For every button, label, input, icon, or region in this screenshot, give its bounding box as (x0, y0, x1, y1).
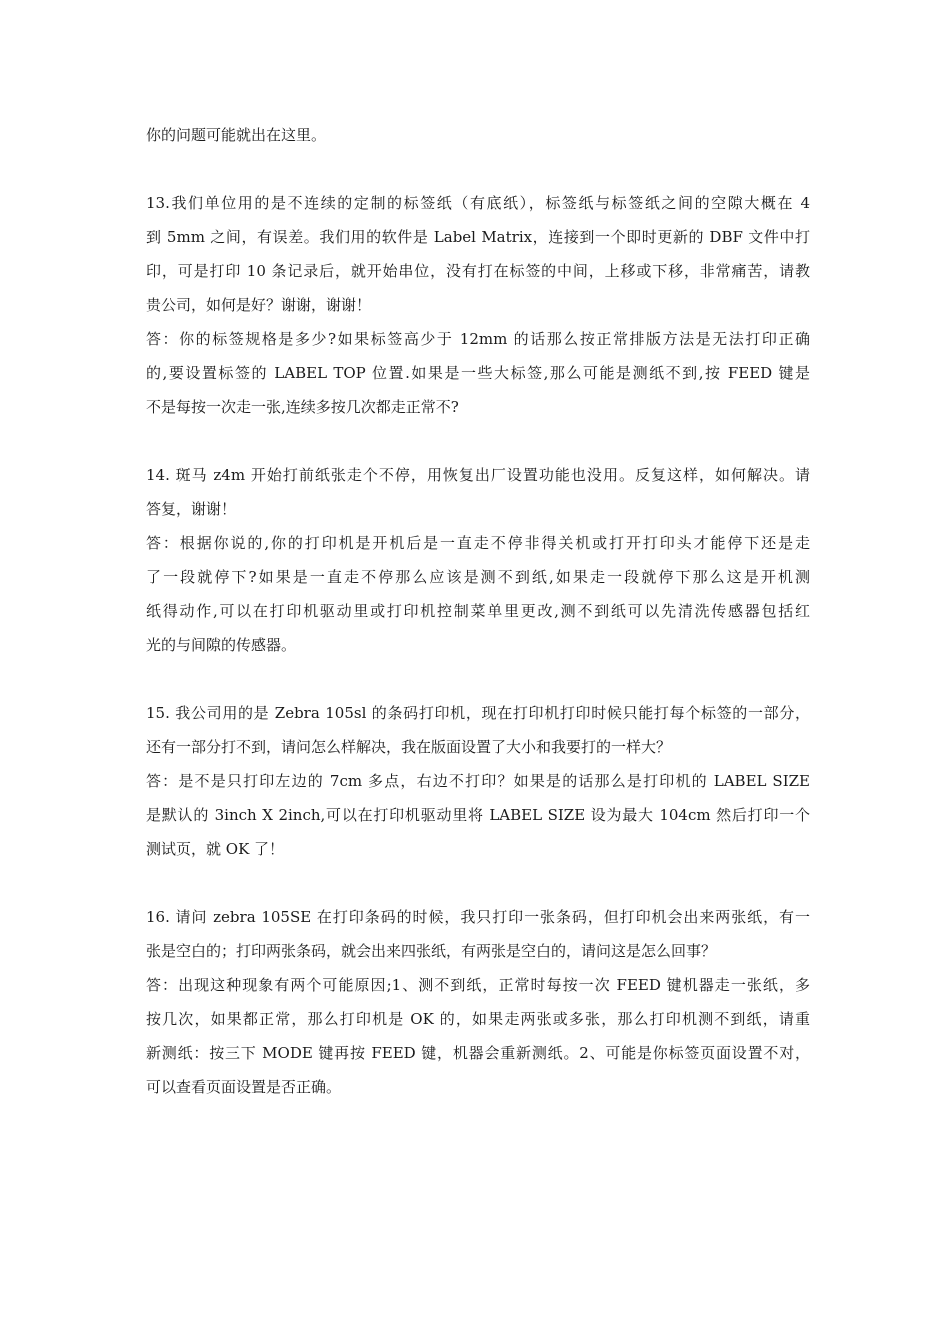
question-line: 印，可是打印 10 条记录后，就开始串位，没有打在标签的中间，上移或下移，非常痛苦，请教 (146, 262, 810, 280)
qa-block-15 (146, 696, 810, 866)
paragraph-gap (146, 662, 810, 696)
answer-line: 答：是不是只打印左边的 7cm 多点，右边不打印？如果是的话那么是打印机的 LABEL SIZE (146, 772, 810, 790)
question-line: 14. 斑马 z4m 开始打前纸张走个不停，用恢复出厂设置功能也没用。反复这样，如何解决。请 (146, 466, 810, 484)
question-line: 16. 请问 zebra 105SE 在打印条码的时候，我只打印一张条码，但打印机会出来两张纸，有一 (146, 908, 810, 926)
answer-line: 测试页，就 OK 了！ (146, 840, 285, 858)
answer-line: 的,要设置标签的 LABEL TOP 位置.如果是一些大标签,那么可能是测纸不到,按 FEED 键是 (146, 364, 810, 382)
answer-line: 新测纸：按三下 MODE 键再按 FEED 键，机器会重新测纸。2、可能是你标签页面设置不对， (146, 1044, 810, 1062)
answer-line: 光的与间隙的传感器。 (146, 636, 297, 654)
question-line: 到 5mm 之间，有误差。我们用的软件是 Label Matrix，连接到一个即时更新的 DBF 文件中打 (146, 228, 810, 246)
question-line: 答复，谢谢！ (146, 500, 237, 518)
question-line: 15. 我公司用的是 Zebra 105sl 的条码打印机，现在打印机打印时候只能打每个标签的一部分， (146, 704, 810, 722)
paragraph-gap (146, 424, 810, 458)
question-line: 13.我们单位用的是不连续的定制的标签纸（有底纸），标签纸与标签纸之间的空隙大概在 4 (146, 194, 810, 212)
answer-line: 答：出现这种现象有两个可能原因;1、测不到纸，正常时每按一次 FEED 键机器走一张纸，多 (146, 976, 810, 994)
answer-line: 纸得动作,可以在打印机驱动里或打印机控制菜单里更改,测不到纸可以先清洗传感器包括红 (146, 602, 810, 620)
intro-paragraph (146, 118, 810, 152)
paragraph-gap (146, 152, 810, 186)
answer-line: 是默认的 3inch X 2inch,可以在打印机驱动里将 LABEL SIZE 设为最大 104cm 然后打印一个 (146, 806, 810, 824)
qa-block-16 (146, 900, 810, 1104)
answer-line: 不是每按一次走一张,连续多按几次都走正常不? (146, 398, 459, 416)
qa-block-14 (146, 458, 810, 662)
question-line: 贵公司，如何是好？谢谢，谢谢！ (146, 296, 372, 314)
document-page (146, 118, 810, 1104)
answer-line: 可以查看页面设置是否正确。 (146, 1078, 342, 1096)
text-line: 你的问题可能就出在这里。 (146, 126, 327, 144)
answer-line: 答：根据你说的,你的打印机是开机后是一直走不停非得关机或打开打印头才能停下还是走 (146, 534, 810, 552)
paragraph-gap (146, 866, 810, 900)
qa-block-13 (146, 186, 810, 424)
answer-line: 了一段就停下?如果是一直走不停那么应该是测不到纸,如果走一段就停下那么这是开机测 (146, 568, 810, 586)
question-line: 张是空白的；打印两张条码，就会出来四张纸，有两张是空白的，请问这是怎么回事？ (146, 942, 717, 960)
question-line: 还有一部分打不到，请问怎么样解决，我在版面设置了大小和我要打的一样大？ (146, 738, 672, 756)
answer-line: 答：你的标签规格是多少?如果标签高少于 12mm 的话那么按正常排版方法是无法打印正确 (146, 330, 810, 348)
answer-line: 按几次，如果都正常，那么打印机是 OK 的，如果走两张或多张，那么打印机测不到纸，请重 (146, 1010, 810, 1028)
